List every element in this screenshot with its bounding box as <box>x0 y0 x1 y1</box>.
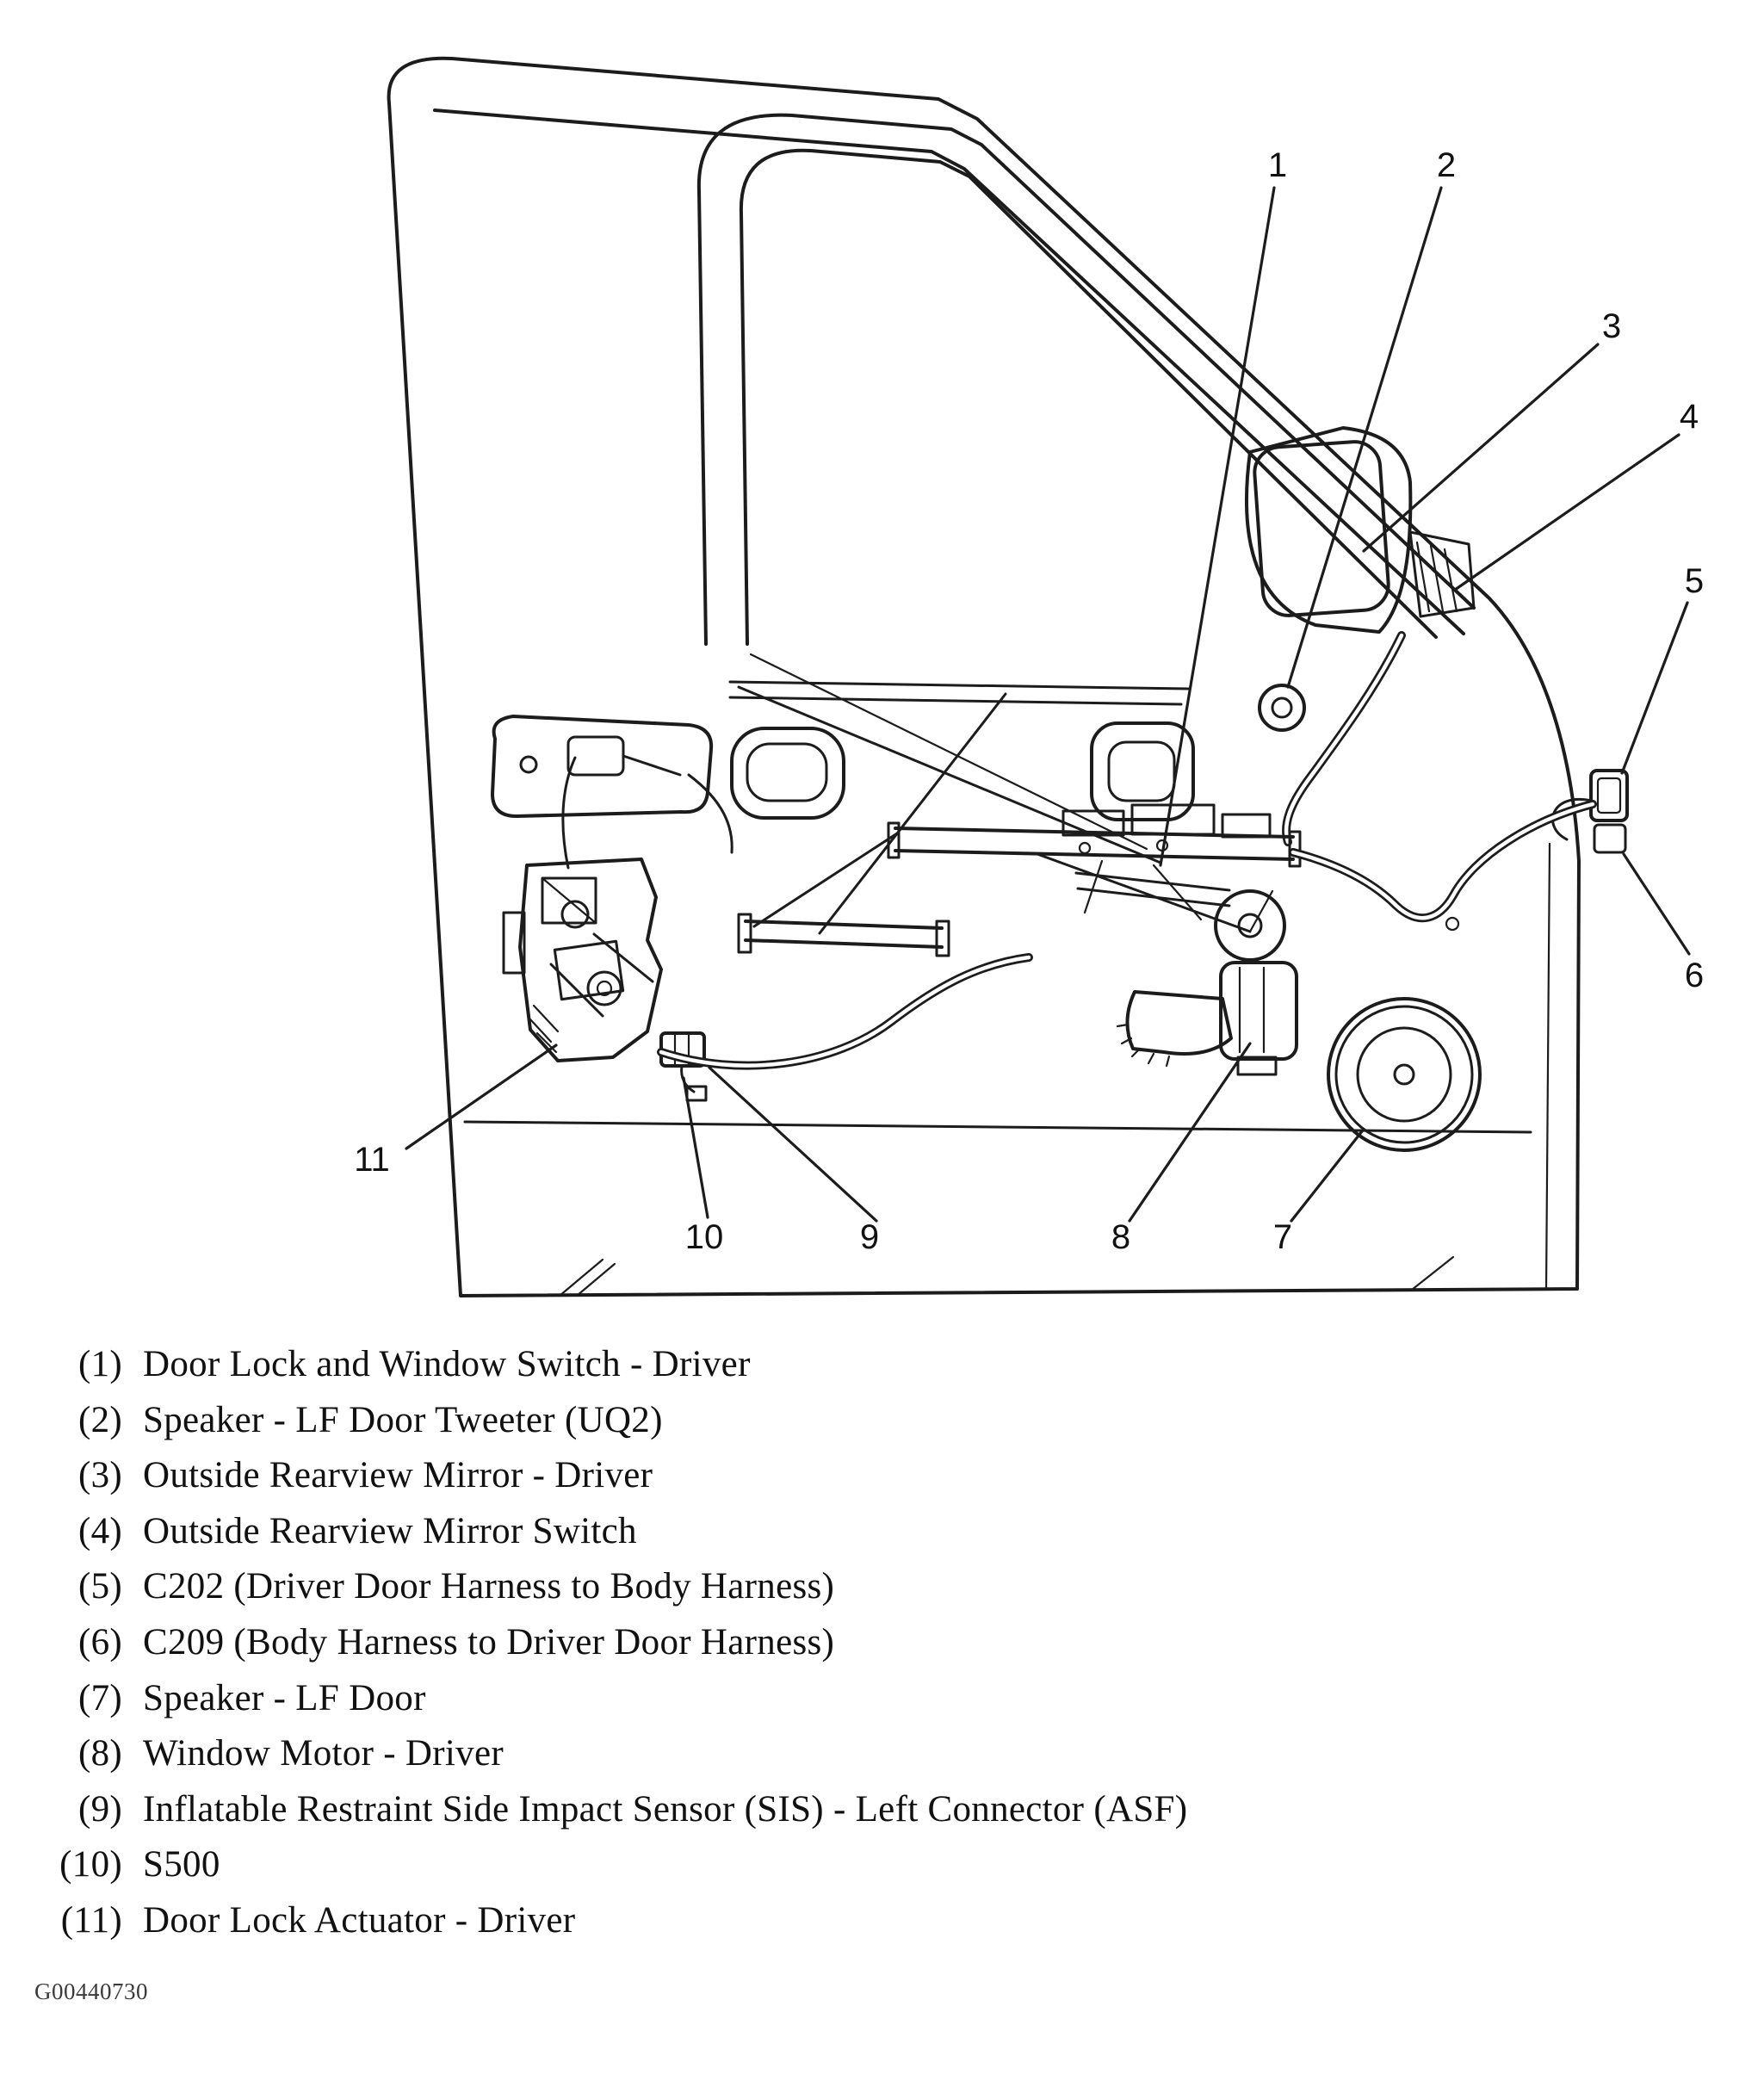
legend-item-number: (2) <box>77 1399 122 1440</box>
outside-mirror-assembly <box>1247 428 1474 842</box>
figure-id: G00440730 <box>34 1978 148 2004</box>
legend-item-label: C202 (Driver Door Harness to Body Harness) <box>143 1566 835 1607</box>
legend-item-label: Door Lock Actuator - Driver <box>143 1899 576 1941</box>
legend-item-label: Speaker - LF Door <box>143 1677 426 1718</box>
leader-8 <box>1130 1043 1250 1221</box>
callout-label-4: 4 <box>1679 398 1699 436</box>
legend-item-number: (9) <box>77 1788 122 1830</box>
callout-label-6: 6 <box>1684 957 1705 994</box>
legend-item <box>33 1510 1720 1566</box>
callout-label-3: 3 <box>1601 307 1622 345</box>
legend-item-label: Outside Rearview Mirror Switch <box>143 1510 637 1551</box>
legend-item <box>33 1788 1720 1844</box>
legend-item <box>33 1343 1720 1399</box>
leader-6 <box>1624 854 1689 954</box>
legend-item-number: (11) <box>60 1899 122 1941</box>
legend-item-label: S500 <box>143 1844 220 1886</box>
lf-door-speaker <box>1328 999 1480 1150</box>
callout-label-5: 5 <box>1684 562 1705 600</box>
legend-item <box>33 1899 1720 1955</box>
door-outline <box>389 59 1579 1296</box>
callout-label-1: 1 <box>1267 146 1288 184</box>
callout-label-2: 2 <box>1436 146 1457 184</box>
legend-item-label: Outside Rearview Mirror - Driver <box>143 1455 653 1496</box>
legend-item-number: (8) <box>77 1733 122 1774</box>
callout-label-11: 11 <box>354 1141 390 1179</box>
legend-item-label: Window Motor - Driver <box>143 1733 504 1774</box>
callout-label-10: 10 <box>684 1218 724 1256</box>
legend-item <box>33 1399 1720 1455</box>
legend-item <box>33 1732 1720 1788</box>
callout-label-7: 7 <box>1272 1218 1293 1256</box>
legend-item-number: (4) <box>77 1510 122 1551</box>
window-frame <box>699 115 1474 704</box>
leader-4 <box>1455 435 1679 590</box>
legend-item-number: (1) <box>77 1344 122 1384</box>
sis-connector-s500 <box>661 1033 706 1100</box>
legend-item-number: (7) <box>77 1677 122 1718</box>
legend-item-number: (5) <box>77 1566 122 1607</box>
legend-item-number: (10) <box>59 1844 122 1886</box>
legend-item <box>33 1565 1720 1621</box>
leader-11 <box>406 1045 556 1149</box>
legend-item <box>33 1843 1720 1899</box>
leader-5 <box>1622 603 1687 773</box>
leader-3 <box>1364 344 1598 551</box>
legend-item <box>33 1677 1720 1733</box>
legend-item <box>33 1621 1720 1677</box>
leader-7 <box>1291 1131 1362 1221</box>
leader-9 <box>709 1068 876 1221</box>
callout-leader-lines <box>406 188 1689 1221</box>
tweeter-speaker <box>1260 685 1304 730</box>
legend-item <box>33 1454 1720 1510</box>
legend-item-label: Inflatable Restraint Side Impact Sensor (SIS) - Left Connector (ASF) <box>143 1788 1188 1830</box>
legend-item-label: Door Lock and Window Switch - Driver <box>143 1344 751 1384</box>
callout-label-8: 8 <box>1111 1218 1131 1256</box>
legend-item-number: (6) <box>77 1621 122 1663</box>
legend-item-label: Speaker - LF Door Tweeter (UQ2) <box>143 1399 663 1440</box>
door-lock-actuator <box>504 859 661 1061</box>
legend <box>33 1343 1720 1955</box>
callout-label-9: 9 <box>859 1218 880 1256</box>
leader-10 <box>684 1078 708 1217</box>
legend-item-label: C209 (Body Harness to Driver Door Harness) <box>143 1621 835 1663</box>
legend-item-number: (3) <box>77 1455 122 1496</box>
